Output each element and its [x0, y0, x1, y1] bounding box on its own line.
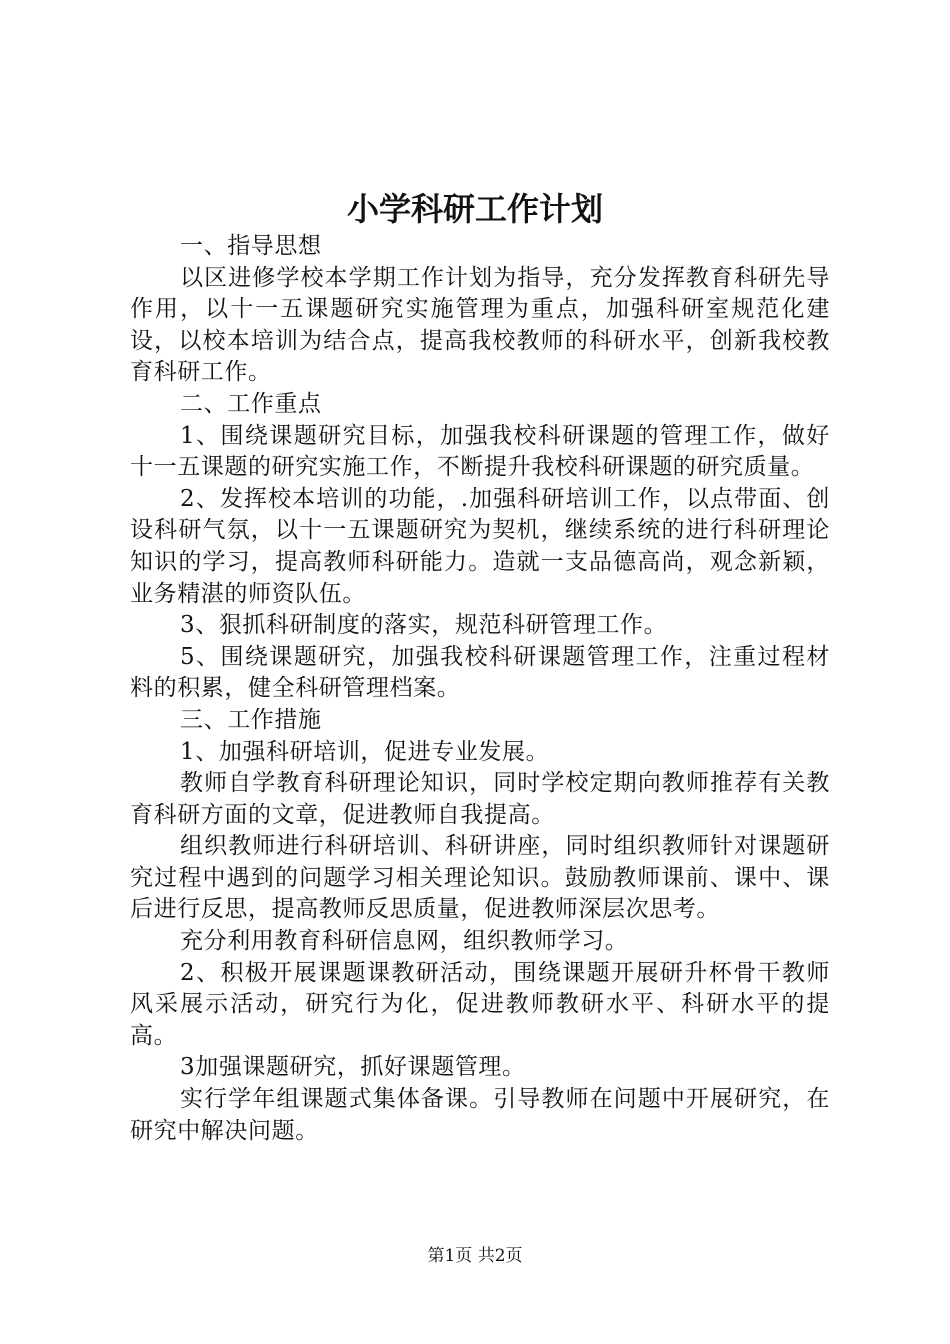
section-heading: 一、指导思想	[180, 233, 322, 259]
paragraph: 2、积极开展课题课教研活动，围绕课题开展研升杯骨干教师风采展示活动，研究行为化，促进教师教研水平、科研水平的提高。	[130, 959, 830, 1049]
section-heading: 三、工作措施	[180, 706, 322, 733]
paragraph: 1、加强科研培训，促进专业发展。	[180, 738, 550, 765]
document-body	[130, 231, 830, 1147]
paragraph: 以区进修学校本学期工作计划为指导，充分发挥教育科研先导作用，以十一五课题研究实施管理为重点，加强科研室规范化建设，以校本培训为结合点，提高我校教师的科研水平，创新我校教育科研工作。	[130, 264, 830, 386]
paragraph: 教师自学教育科研理论知识，同时学校定期向教师推荐有关教育科研方面的文章，促进教师自我提高。	[130, 770, 830, 828]
paragraph: 1、围绕课题研究目标，加强我校科研课题的管理工作，做好十一五课题的研究实施工作，不断提升我校科研课题的研究质量。	[130, 422, 830, 481]
paragraph: 组织教师进行科研培训、科研讲座，同时组织教师针对课题研究过程中遇到的问题学习相关理论知识。鼓励教师课前、课中、课后进行反思，提高教师反思质量，促进教师深层次思考。	[130, 833, 830, 923]
paragraph: 3加强课题研究，抓好课题管理。	[180, 1054, 526, 1081]
section-heading: 二、工作重点	[180, 390, 322, 417]
paragraph: 2、发挥校本培训的功能，.加强科研培训工作，以点带面、创设科研气氛，以十一五课题研究为契机，继续系统的进行科研理论知识的学习，提高教师科研能力。造就一支品德高尚，观念新颖，业务精湛的师资队伍。	[130, 485, 830, 607]
page-footer: 第1页 共2页	[427, 1246, 523, 1266]
paragraph: 5、围绕课题研究，加强我校科研课题管理工作，注重过程材料的积累，健全科研管理档案。	[130, 643, 830, 702]
paragraph: 充分利用教育科研信息网，组织教师学习。	[180, 928, 629, 955]
paragraph: 实行学年组课题式集体备课。引导教师在问题中开展研究，在研究中解决问题。	[130, 1086, 830, 1144]
paragraph: 3、狠抓科研制度的落实，规范科研管理工作。	[180, 612, 668, 639]
document-title: 小学科研工作计划	[346, 190, 603, 228]
